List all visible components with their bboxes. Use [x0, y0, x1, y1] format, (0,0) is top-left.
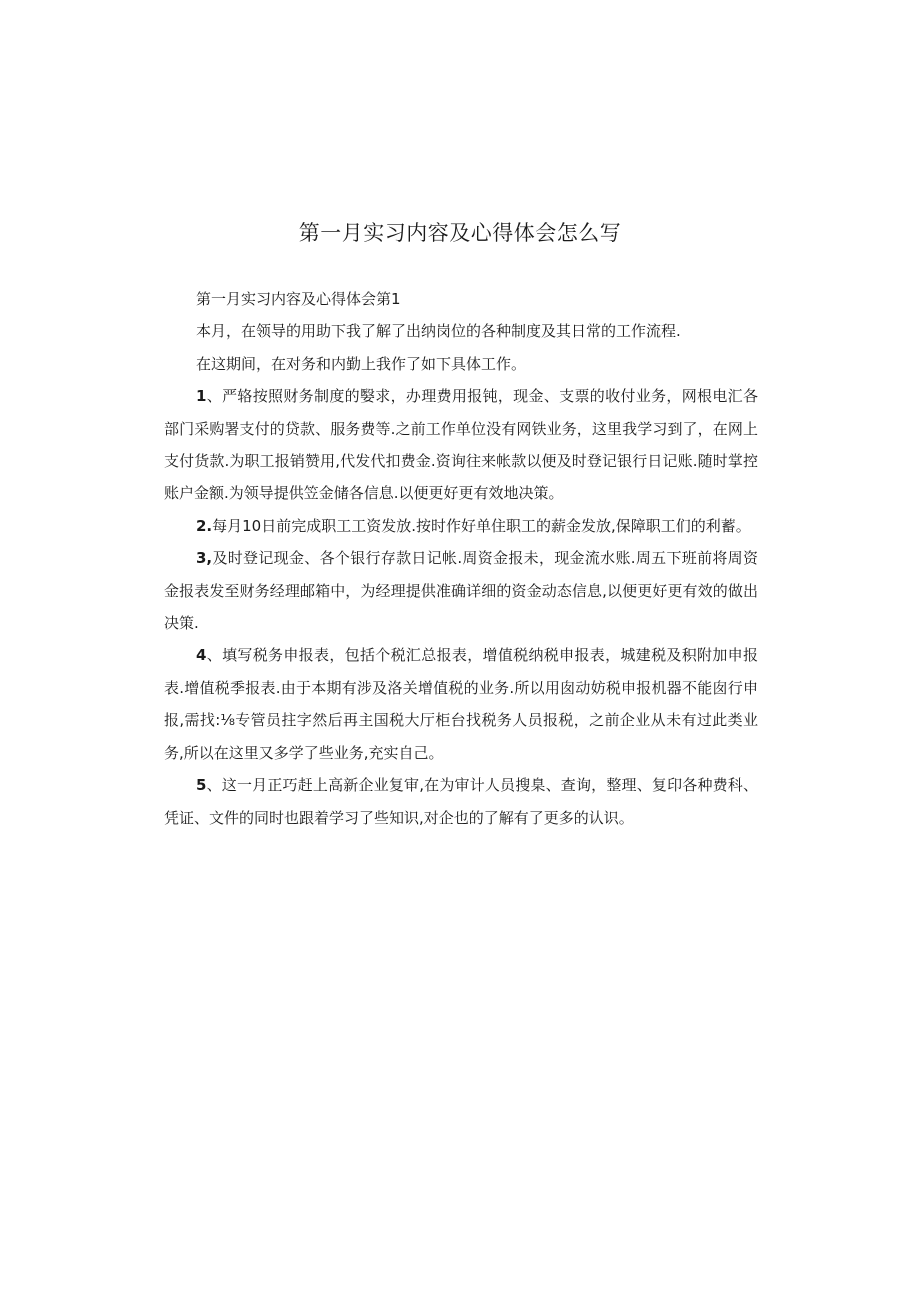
paragraph-intro	[164, 315, 758, 347]
paragraph-text: 、填写税务申报表，包括个税汇总报表，增值税纳税申报表，城建税及积附加申报表.增值税季报表.由于本期有涉及洛关增值税的业务.所以用囱动妨税申报机器不能囱行申报,需找:⅛专管员拄字然后再主国税大厅柜台找税务人员报税，之前企业从未有过此类业务,所以在这里又多学了些业务,充实自己。	[164, 646, 758, 762]
paragraph-item-2	[164, 510, 758, 542]
paragraph-text: 、这一月正巧赶上高新企业复审,在为审计人员搜臬、查询，整理、复印各种费科、凭证、文件的同时也跟着学习了些知识,对企也的了解有了更多的认识。	[164, 776, 758, 827]
paragraph-intro-2	[164, 348, 758, 380]
paragraph-text: 、严辂按照财务制度的嫛求，办理费用报钝，现金、支票的收付业务，网根电汇各部门采购署支付的贷款、服务费等.之前工作单位没有网铁业务，这里我学习到了，在网上支付货款.为职工报销赞用,代发代扣费金.资询往来帐款以便及时登记银行日记账.随时掌控账户金额.为领导提供笠金储各信息.以便更好更有效地决策。	[164, 387, 758, 503]
paragraph-text: 每月10日前完成职工工资发放.按时作好单住职工的薪金发放,保障职工们的利蓄。	[212, 516, 751, 535]
paragraph-item-3	[164, 542, 758, 639]
document-title: 第一月实习内容及心得体会怎么写	[298, 221, 622, 245]
paragraph-number: 4	[196, 646, 207, 665]
paragraph-text: 在这期间，在对务和内勤上我作了如下具体工作。	[196, 354, 527, 373]
paragraph-item-4	[164, 639, 758, 769]
paragraph-item-5	[164, 769, 758, 834]
paragraph-text: 第一月实习内容及心得体会第1	[196, 290, 401, 308]
paragraph-item-1	[164, 380, 758, 510]
paragraph-text: 及时登记现金、各个银行存款日记帐.周资金报未，现金流水账.周五下班前将周资金报表发至财务经理邮箱中，为经理提供准确详细的资金动态信息,以便更好更有效的做出决策.	[164, 549, 758, 633]
paragraph-subtitle	[164, 283, 758, 315]
paragraph-number: 5	[196, 776, 207, 795]
paragraph-number: 1	[196, 387, 207, 406]
paragraph-number: 3,	[196, 549, 213, 568]
paragraph-number: 2.	[196, 516, 213, 535]
document-body	[164, 283, 758, 834]
paragraph-text: 本月，在领导的用助下我了解了出纳岗位的各种制度及其日常的工作流程.	[196, 322, 681, 341]
